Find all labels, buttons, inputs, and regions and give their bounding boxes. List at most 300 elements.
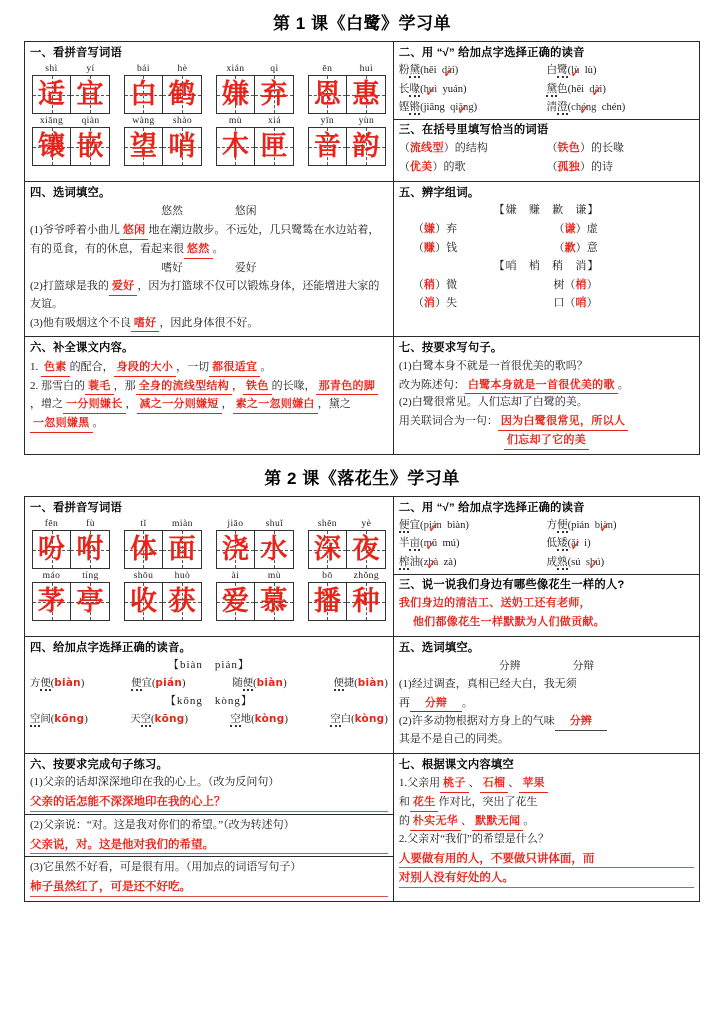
tianzige-pair [124, 582, 202, 621]
pinyin-label: bō zhǒng [322, 570, 380, 582]
word-cell [124, 570, 202, 621]
word-option[interactable]: 悠闲 [234, 205, 257, 218]
handwritten-answer: 梢 [575, 277, 587, 291]
answer-blank[interactable]: 分辨 [555, 712, 607, 731]
cell-section-4 [25, 636, 394, 753]
dotted-character: 便 [333, 678, 344, 690]
pronunciation-item[interactable]: 方便(pián biàn ✓) [546, 517, 694, 535]
tianzige-box[interactable] [163, 75, 202, 114]
text-line[interactable]: 1. 色素 的配合， 身段的大小 ，一切 都很适宜 。 [30, 358, 388, 377]
dotted-character: 榨 [398, 556, 410, 568]
dotted-character: 黛 [409, 65, 421, 77]
fill-sentence[interactable]: (1)爷爷呼着小曲儿 悠闲 地在潮边散步。不远处，几只鹭鸶在水边站着，有的觅食，有的休息，看起来很 悠然 。 [30, 221, 388, 259]
written-character: 惠 [352, 79, 380, 111]
tianzige-box[interactable] [347, 582, 386, 621]
tianzige-box[interactable] [71, 75, 110, 114]
cell-section-5 [393, 182, 699, 337]
pinyin-item[interactable]: 空地(kòng) [230, 712, 288, 725]
tianzige-pair [216, 582, 294, 621]
selected-pronunciation[interactable]: huì ✓ [424, 81, 438, 99]
worksheet-2-grid [24, 496, 700, 902]
pronunciation-option[interactable]: lù [584, 65, 593, 77]
pinyin-item[interactable]: 空间(kōng) [30, 712, 88, 725]
pinyin-label: wàng shào [132, 115, 193, 127]
question: (1)白鹭本身不就是一首很优美的歌吗？ [398, 359, 588, 372]
section-5-heading: 五、辨字组词。 [398, 187, 480, 200]
cell-section-1 [25, 496, 394, 636]
tianzige-pair [216, 75, 294, 114]
paren-fill-grid [399, 139, 694, 177]
word-cell [124, 63, 202, 114]
dotted-character: 鹭 [557, 65, 568, 77]
candidate-character[interactable]: 赚 [528, 204, 541, 217]
cell-section-1 [25, 42, 394, 182]
written-character: 音 [313, 131, 341, 163]
pinyin-item[interactable]: 便捷(biàn) [333, 677, 388, 690]
word-cell [308, 115, 386, 166]
tianzige-box[interactable] [308, 75, 347, 114]
written-character: 鹤 [168, 79, 196, 111]
tianzige-pair [32, 530, 110, 569]
word-build-row[interactable] [399, 220, 694, 239]
word-option[interactable]: 爱好 [234, 261, 257, 274]
question: (1)父亲的话却深深地印在我的心上。（改为反问句） [30, 776, 280, 789]
pronunciation-option[interactable]: hēi [571, 83, 585, 95]
written-character: 嫌 [221, 79, 249, 111]
tianzige-box[interactable] [347, 530, 386, 569]
content-fill[interactable] [399, 774, 694, 888]
pronunciation-option[interactable]: sú [571, 556, 581, 568]
table-row [25, 496, 700, 636]
pronunciation-option[interactable]: hēi [423, 65, 437, 77]
handwritten-answer: 优美 [409, 160, 433, 174]
pronunciation-item[interactable]: 半亩(mǔ ✓ mú) [399, 535, 547, 553]
tianzige-box[interactable] [308, 530, 347, 569]
paren-item[interactable]: （孤独）的诗 [546, 160, 614, 174]
handwritten-answer: 赚 [423, 241, 436, 255]
pronunciation-item[interactable]: 粉黛(hēi dài ✓) [399, 62, 547, 80]
pinyin-label: ài mù [231, 570, 281, 582]
pronunciation-item[interactable]: 便宜(pián ✓ biàn) [399, 517, 547, 535]
word-cell [216, 518, 294, 569]
word-build-left[interactable]: （赚）钱 [412, 241, 458, 255]
question: (3)它虽然不好看，可是很有用。（用加点的词语写句子） [30, 861, 302, 874]
tianzige-box[interactable] [32, 75, 71, 114]
pinyin-label: ēn huì [322, 63, 374, 75]
fill-sentence[interactable]: (2)打篮球是我的 爱好 ，因为打篮球不仅可以锻炼身体，还能增进大家的友谊。 [30, 279, 380, 310]
fill-sentence: 其是不是自己的同类。 [398, 733, 509, 746]
question-line[interactable]: 和 花生 作对比，突出了花生 [399, 793, 694, 812]
handwritten-answer: 流线型 [409, 141, 444, 155]
handwritten-answer: 哨 [575, 296, 587, 310]
tianzige-box[interactable] [163, 127, 202, 166]
handwritten-answer: 他们都像花生一样默默为人们做贡献。 [412, 615, 605, 629]
word-cell [216, 115, 294, 166]
handwritten-answer: 歉 [564, 241, 576, 255]
answer-line[interactable]: 人要做有用的人，不要做只讲体面，而 [399, 849, 694, 869]
pronunciation-item[interactable]: 黛色(hēi dài ✓) [546, 81, 694, 99]
pinyin-word-grid [30, 517, 388, 621]
tianzige-box[interactable] [71, 582, 110, 621]
worksheet-2 [0, 455, 724, 902]
table-row [25, 754, 700, 902]
selected-pronunciation[interactable]: qiāng ✓ [450, 99, 474, 117]
tianzige-box[interactable] [216, 530, 255, 569]
written-character: 望 [129, 131, 157, 163]
handwritten-answer: 铁色 [557, 141, 581, 155]
section-1-heading: 一、看拼音写词语 [30, 501, 122, 514]
tianzige-box[interactable] [216, 127, 255, 166]
dotted-character: 澄 [557, 101, 568, 113]
tianzige-box[interactable] [32, 127, 71, 166]
dotted-character: 便 [131, 678, 142, 690]
handwritten-answer: 一分则嫌长 [63, 395, 126, 414]
answer-line[interactable]: 父亲的话怎能不深深地印在我的心上？ [30, 792, 388, 812]
character-discrimination[interactable] [399, 202, 694, 313]
dotted-character: 便 [398, 520, 410, 532]
selected-pronunciation[interactable]: shú ✓ [586, 554, 601, 572]
word-option[interactable]: 悠然 [161, 205, 183, 218]
word-build-right[interactable]: 树（梢） [553, 277, 598, 291]
selected-pronunciation[interactable]: lù ✓ [571, 62, 579, 80]
word-build-left[interactable]: （嫌）弃 [412, 222, 458, 236]
handwritten-answer: 桃子 [440, 774, 469, 793]
pronunciation-option[interactable]: mú [442, 538, 456, 550]
answer-line[interactable] [399, 613, 694, 632]
answer-line[interactable]: 父亲说，对。这是他对我们的希望。 [30, 835, 388, 855]
tianzige-box[interactable] [124, 127, 163, 166]
word-option[interactable]: 分辩 [572, 660, 595, 673]
section-4-heading: 四、给加点字选择正确的读音。 [30, 641, 191, 654]
written-character: 面 [168, 534, 196, 566]
handwritten-answer: 减之一分则嫌短 [137, 395, 222, 414]
section-2-heading: 二、用 “√” 给加点字选择正确的读音 [398, 501, 585, 514]
tianzige-box[interactable] [255, 582, 294, 621]
pinyin-item[interactable]: 便宜(pián) [131, 677, 186, 690]
word-build-left[interactable]: （稍）微 [412, 277, 458, 291]
word-cell [124, 115, 202, 166]
word-build-row[interactable] [399, 276, 694, 295]
handwritten-answer: biàn [54, 677, 81, 690]
tianzige-box[interactable] [216, 75, 255, 114]
pronunciation-choices[interactable] [399, 517, 694, 572]
paren-item[interactable]: （铁色）的长喙 [546, 141, 625, 155]
tianzige-pair [124, 127, 202, 166]
dotted-character: 锵 [409, 101, 421, 113]
dotted-character: 空 [330, 713, 341, 725]
question-line[interactable]: 1.父亲用 桃子 、 石榴 、 苹果 [399, 774, 694, 793]
pronunciation-option[interactable]: biàn [447, 520, 466, 532]
pinyin-label: shēn yè [317, 518, 372, 530]
worksheet-1 [0, 0, 724, 455]
handwritten-answer: 蓑毛 [85, 377, 114, 396]
word-row [30, 114, 388, 166]
pinyin-label: shōu huò [133, 570, 191, 582]
handwritten-answer: kòng [354, 712, 385, 725]
tianzige-box[interactable] [255, 75, 294, 114]
tianzige-box[interactable] [124, 530, 163, 569]
tianzige-box[interactable] [347, 75, 386, 114]
handwritten-answer: 花生 [410, 793, 439, 812]
handwritten-answer: biàn [357, 677, 385, 690]
question-line[interactable]: 的 朴实无华 、 默默无闻 。 [399, 812, 694, 831]
fill-sentence[interactable]: (1)经过调查，真相已经大白，我无须 [398, 677, 577, 690]
pinyin-item[interactable]: 随便(biàn) [232, 677, 287, 690]
candidate-character[interactable]: 梢 [528, 259, 541, 272]
handwritten-answer: 悠闲 [120, 221, 149, 240]
written-character: 收 [129, 586, 157, 618]
paren-item[interactable]: （优美）的歌 [398, 160, 466, 174]
table-row [25, 42, 700, 182]
tianzige-box[interactable] [255, 127, 294, 166]
handwritten-answer: 色素 [41, 358, 70, 377]
cell-section-4 [25, 182, 394, 337]
written-character: 体 [129, 534, 157, 566]
word-build-row[interactable] [399, 294, 694, 313]
divider [394, 119, 699, 120]
tianzige-box[interactable] [163, 530, 202, 569]
written-character: 韵 [352, 131, 380, 163]
written-character: 弃 [260, 79, 288, 111]
word-build-right[interactable]: （歉）意 [553, 241, 598, 255]
cell-section-6 [25, 337, 394, 454]
written-character: 白 [129, 79, 157, 111]
pronunciation-fill[interactable] [30, 657, 388, 728]
short-answer[interactable] [399, 594, 694, 632]
pinyin-item[interactable]: 方便(biàn) [30, 677, 85, 690]
tianzige-pair [216, 127, 294, 166]
pronunciation-option[interactable]: zà [443, 556, 453, 568]
selected-pronunciation[interactable]: chéng ✓ [571, 99, 596, 117]
pinyin-label: mù xiá [228, 115, 281, 127]
written-character: 吩 [38, 534, 65, 566]
pinyin-label: yīn yùn [320, 115, 375, 127]
table-row [25, 337, 700, 454]
pronunciation-item[interactable]: 成熟(sú shú ✓) [546, 554, 694, 572]
pronunciation-item[interactable]: 白鹭(lù ✓ lù) [546, 62, 694, 80]
text-completion[interactable] [30, 358, 388, 433]
answer-line[interactable]: 用关联词合为一句： 因为白鹭很常见，所以人 [399, 412, 694, 431]
table-row [25, 636, 700, 753]
word-cell [308, 63, 386, 114]
dotted-character: 黛 [546, 83, 558, 95]
tianzige-box[interactable] [347, 127, 386, 166]
dotted-character: 熟 [557, 556, 568, 568]
tianzige-box[interactable] [124, 75, 163, 114]
question: 2.父亲对“我们”的希望是什么？ [398, 832, 549, 845]
written-character: 恩 [313, 79, 341, 111]
answer-line[interactable] [399, 594, 694, 613]
handwritten-answer: 素之一忽则嫌白 [233, 395, 318, 414]
answer-line[interactable]: 对别人没有好处的人。 [399, 868, 694, 888]
word-cell [124, 518, 202, 569]
pronunciation-item[interactable]: 清澄(chéng ✓ chén) [546, 99, 694, 117]
selected-pronunciation[interactable]: dài ✓ [589, 81, 602, 99]
pinyin-label: shì yí [45, 63, 95, 75]
handwritten-answer: 一忽则嫌黑 [30, 414, 93, 433]
selected-pronunciation[interactable]: dài ✓ [442, 62, 455, 80]
section-2-heading: 二、用 “√” 给加点字选择正确的读音 [398, 47, 585, 59]
written-character: 镶 [38, 131, 65, 163]
cell-section-5 [393, 636, 699, 753]
pronunciation-item[interactable]: 长喙(huì ✓ yuán) [399, 81, 547, 99]
word-option[interactable]: 分辨 [498, 660, 521, 673]
handwritten-answer: 默默无闻 [472, 812, 523, 831]
handwritten-answer: kōng [154, 712, 185, 725]
pronunciation-option[interactable]: yuán [442, 83, 464, 95]
divider [394, 574, 699, 575]
selected-pronunciation[interactable]: mǔ ✓ [424, 535, 438, 553]
written-character: 深 [313, 534, 341, 566]
answer-line[interactable] [399, 431, 694, 450]
question: (2)父亲说：“对。这是我对你们的希望。”（改为转述句） [30, 818, 295, 831]
candidate-character[interactable]: 哨 [505, 259, 518, 272]
tianzige-box[interactable] [32, 582, 71, 621]
tianzige-box[interactable] [216, 582, 255, 621]
tianzige-box[interactable] [255, 530, 294, 569]
written-character: 茅 [38, 586, 65, 618]
word-row [30, 62, 388, 114]
written-character: 木 [221, 131, 249, 163]
handwritten-answer: 朴实无华 [410, 812, 461, 831]
pronunciation-option[interactable]: jiāng [423, 101, 445, 113]
tianzige-pair [308, 530, 386, 569]
word-row [30, 517, 388, 569]
dotted-character: 便 [557, 520, 568, 532]
pronunciation-option[interactable]: pián [571, 520, 590, 532]
pinyin-row [30, 711, 388, 729]
char-set: 【哨 梢 稍 消】 [493, 259, 600, 272]
tianzige-pair [32, 582, 110, 621]
fill-sentence[interactable]: (3)他有吸烟这个不良 嗜好 ，因此身体很不好。 [30, 314, 388, 333]
candidate-character[interactable]: 稍 [552, 259, 565, 272]
handwritten-answer: 那青色的脚 [316, 377, 379, 396]
handwritten-answer: 白鹭本身就是一首很优美的歌 [465, 376, 618, 395]
selected-pronunciation[interactable]: ǎi ✓ [571, 535, 579, 553]
pinyin-label: máo tíng [42, 570, 99, 582]
cell-section-2-3 [393, 42, 699, 182]
written-character: 水 [260, 534, 288, 566]
cell-section-6 [25, 754, 394, 902]
written-character: 嵌 [76, 131, 104, 163]
pinyin-bracket: 【kōng kòng】 [164, 694, 253, 707]
tianzige-pair [124, 530, 202, 569]
answer-line[interactable]: 改为陈述句： 白鹭本身就是一首很优美的歌 。 [399, 376, 694, 395]
pinyin-item[interactable]: 空白(kòng) [330, 712, 388, 725]
word-cell [32, 63, 110, 114]
sentence-rewrite[interactable] [399, 358, 694, 450]
handwritten-answer: 嗜好 [131, 314, 160, 333]
answer-blank[interactable]: 分辩 [410, 694, 462, 713]
pronunciation-item[interactable]: 低矮(ǎi ✓ i) [546, 535, 694, 553]
tianzige-box[interactable] [308, 127, 347, 166]
word-build-left[interactable]: （消）失 [412, 296, 458, 310]
tianzige-box[interactable] [124, 582, 163, 621]
handwritten-answer: 石榴 [480, 774, 509, 793]
candidate-character[interactable]: 谦 [575, 204, 588, 217]
pronunciation-item[interactable]: 铿锵(jiāng qiāng ✓) [399, 99, 547, 117]
paren-col [399, 139, 547, 177]
candidate-character[interactable]: 消 [575, 259, 588, 272]
candidate-character[interactable]: 嫌 [505, 204, 518, 217]
word-build-row[interactable] [399, 239, 694, 258]
pinyin-item[interactable]: 天空(kōng) [130, 712, 189, 725]
answer-line[interactable]: 柿子虽然红了，可是还不好吃。 [30, 877, 388, 897]
pinyin-label: xián qì [226, 63, 279, 75]
written-character: 匣 [260, 131, 288, 163]
word-choice-fill[interactable] [399, 657, 694, 749]
pinyin-label: tǐ miàn [140, 518, 193, 530]
fill-parentheses-list[interactable] [399, 139, 694, 177]
section-6-heading: 六、按要求完成句子练习。 [30, 759, 168, 772]
tianzige-pair [32, 75, 110, 114]
paren-item[interactable]: （流线型）的结构 [398, 141, 488, 155]
pronunciation-item[interactable]: 榨油(zhà ✓ zà) [399, 554, 547, 572]
pinyin-label: jiāo shuǐ [227, 518, 284, 530]
handwritten-answer: pián [155, 677, 183, 690]
word-build-right[interactable]: 口（哨） [553, 296, 598, 310]
word-build-right[interactable]: （谦）虚 [553, 222, 598, 236]
written-character: 播 [313, 586, 341, 618]
cell-section-7 [393, 337, 699, 454]
tianzige-box[interactable] [308, 582, 347, 621]
word-cell [216, 570, 294, 621]
selected-pronunciation[interactable]: pián ✓ [424, 517, 442, 535]
sentence-practice[interactable] [30, 774, 388, 896]
pronunciation-option[interactable]: i [584, 538, 588, 550]
tianzige-box[interactable] [71, 530, 110, 569]
pinyin-label: xiāng qiàn [39, 115, 100, 127]
tianzige-pair [216, 530, 294, 569]
tianzige-pair [32, 127, 110, 166]
dotted-character: 便 [242, 678, 254, 690]
written-character: 获 [168, 586, 196, 618]
cell-section-7 [393, 754, 699, 902]
tianzige-box[interactable] [32, 530, 71, 569]
handwritten-answer: 身段的大小 [114, 358, 177, 377]
handwritten-answer: 全身的流线型结构 [136, 377, 232, 396]
word-options [399, 657, 694, 675]
handwritten-answer: kōng [54, 712, 85, 725]
selected-pronunciation[interactable]: biàn ✓ [595, 517, 613, 535]
tianzige-box[interactable] [163, 582, 202, 621]
word-cell [216, 63, 294, 114]
pronunciation-option[interactable]: chén [601, 101, 622, 113]
tianzige-pair [308, 75, 386, 114]
handwritten-answer: 都很适宜 [209, 358, 260, 377]
written-character: 亭 [76, 586, 104, 618]
paren-col [546, 139, 694, 177]
tianzige-pair [308, 582, 386, 621]
candidate-character[interactable]: 歉 [552, 204, 565, 217]
pronunciation-choices[interactable] [399, 62, 694, 117]
fill-sentence[interactable]: 再 分辩 。 [399, 694, 694, 713]
word-choice-fill[interactable] [30, 202, 388, 332]
handwritten-answer: 们忘却了它的美 [504, 431, 589, 450]
written-character: 哨 [168, 131, 196, 163]
word-option[interactable]: 嗜好 [161, 261, 183, 274]
worksheet-2-title: 第 2 课《落花生》学习单 [264, 468, 460, 488]
selected-pronunciation[interactable]: zhà ✓ [424, 554, 439, 572]
fill-sentence[interactable]: (2)许多动物根据对方身上的气味 分辨 [399, 712, 694, 731]
handwritten-answer: 因为白鹭很常见，所以人 [498, 412, 628, 431]
handwritten-answer: 爱好 [109, 277, 138, 296]
word-cell [308, 570, 386, 621]
tianzige-box[interactable] [71, 127, 110, 166]
dotted-character: 空 [140, 713, 151, 725]
tianzige-pair [124, 75, 202, 114]
text-line[interactable]: 2. 那雪白的 蓑毛 ，那 全身的流线型结构 ， 铁色 的长喙， 那青色的脚，增之 一分则嫌长 ， 减之一分则嫌短 ， 素之一忽则嫌白 ，黛之一忽则嫌黑 。 [30, 377, 388, 433]
